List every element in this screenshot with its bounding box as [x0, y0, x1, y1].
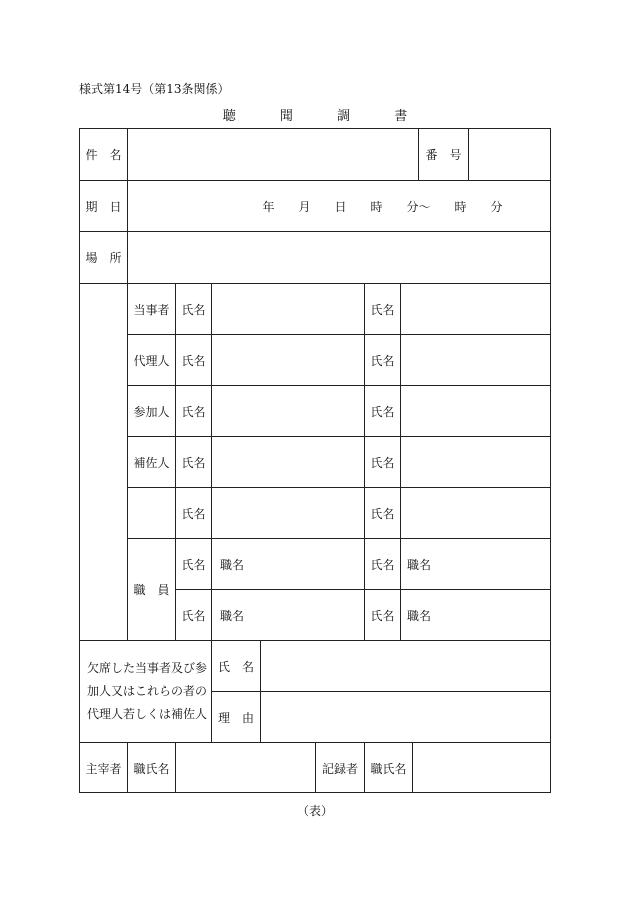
name-label-cell — [175, 538, 211, 589]
absentee-reason-label: 理 由 — [217, 710, 254, 725]
absentee-reason-field[interactable] — [260, 691, 551, 742]
post-name-label: 職氏名 — [133, 761, 170, 776]
recorder-label-cell — [315, 742, 364, 793]
date-label: 期 日 — [85, 199, 122, 214]
extra-name-field-1[interactable] — [211, 487, 364, 538]
absentee-text-line: 代理人若しくは補佐人 — [87, 707, 208, 721]
name-label: 氏名 — [370, 608, 395, 623]
attendees-blank-column — [79, 283, 127, 640]
place-label: 場 所 — [85, 251, 122, 265]
agent-label-cell — [127, 334, 175, 385]
post-label: 職名 — [220, 557, 245, 572]
name-label-cell — [175, 487, 211, 538]
participant-name-field-2[interactable] — [400, 385, 551, 436]
name-label: 氏名 — [181, 608, 206, 623]
name-label-cell — [364, 334, 400, 385]
absentee-text-line: 加人又はこれらの者の — [87, 684, 208, 698]
name-label-cell — [364, 589, 400, 640]
name-label-cell — [175, 385, 211, 436]
name-label-cell — [175, 334, 211, 385]
number-value-field[interactable] — [468, 128, 551, 180]
absentee-reason-label-cell — [211, 691, 260, 742]
staff-post-field-1[interactable] — [211, 538, 364, 589]
party-name-field-1[interactable] — [211, 283, 364, 334]
place-label-cell — [79, 231, 127, 283]
name-label: 氏名 — [370, 557, 395, 572]
recorder-post-name-field[interactable] — [412, 742, 551, 793]
recorder-label: 記録者 — [321, 761, 358, 776]
name-label-cell — [364, 436, 400, 487]
agent-name-field-1[interactable] — [211, 334, 364, 385]
name-label: 氏名 — [181, 506, 206, 521]
chair-post-name-label-cell — [127, 742, 175, 793]
assistant-label: 補佐人 — [133, 455, 170, 470]
agent-label: 代理人 — [133, 353, 170, 368]
date-label-cell — [79, 180, 127, 231]
name-label: 氏名 — [181, 557, 206, 572]
name-label: 氏名 — [370, 506, 395, 521]
date-value-field[interactable] — [127, 180, 551, 231]
name-label-cell — [364, 385, 400, 436]
absentee-name-label: 氏 名 — [217, 659, 254, 674]
name-label: 氏名 — [181, 302, 206, 317]
page-side-note: （表） — [296, 804, 333, 818]
number-label: 番 号 — [425, 148, 462, 162]
party-label-cell — [127, 283, 175, 334]
name-label: 氏名 — [370, 353, 395, 368]
assistant-name-field-1[interactable] — [211, 436, 364, 487]
chair-post-name-field[interactable] — [175, 742, 315, 793]
assistant-label-cell — [127, 436, 175, 487]
title-char: 調 — [337, 109, 351, 124]
date-template-text: 年 月 日 時 分〜 時 分 — [262, 199, 503, 214]
name-label: 氏名 — [181, 404, 206, 419]
participant-name-field-1[interactable] — [211, 385, 364, 436]
staff-post-field-4[interactable] — [400, 589, 551, 640]
name-label-cell — [364, 283, 400, 334]
assistant-name-field-2[interactable] — [400, 436, 551, 487]
title-char: 書 — [394, 109, 408, 124]
case-label-cell — [79, 128, 127, 180]
party-name-field-2[interactable] — [400, 283, 551, 334]
absentee-description-cell — [79, 640, 211, 742]
participant-label: 参加人 — [133, 404, 170, 419]
name-label-cell — [364, 487, 400, 538]
participant-label-cell — [127, 385, 175, 436]
name-label: 氏名 — [181, 353, 206, 368]
staff-post-field-2[interactable] — [400, 538, 551, 589]
name-label-cell — [364, 538, 400, 589]
recorder-post-name-label-cell — [364, 742, 412, 793]
absentee-text-line: 欠席した当事者及び参 — [87, 661, 208, 675]
title-char: 聞 — [279, 109, 293, 124]
extra-name-field-2[interactable] — [400, 487, 551, 538]
staff-post-field-3[interactable] — [211, 589, 364, 640]
agent-name-field-2[interactable] — [400, 334, 551, 385]
absentee-name-field[interactable] — [260, 640, 551, 691]
name-label-cell — [175, 283, 211, 334]
absentee-name-label-cell — [211, 640, 260, 691]
post-label: 職名 — [407, 608, 432, 623]
name-label-cell — [175, 589, 211, 640]
number-label-cell — [418, 128, 468, 180]
document-title — [0, 105, 630, 124]
party-label: 当事者 — [133, 302, 170, 317]
post-label: 職名 — [407, 557, 432, 572]
case-value-field[interactable] — [127, 128, 418, 180]
case-label: 件 名 — [85, 148, 122, 162]
name-label: 氏名 — [370, 404, 395, 419]
form-number: 様式第14号（第13条関係） — [79, 82, 230, 96]
title-char: 聴 — [222, 109, 236, 124]
chair-label: 主宰者 — [85, 761, 122, 776]
chair-label-cell — [79, 742, 127, 793]
name-label-cell — [175, 436, 211, 487]
name-label: 氏名 — [370, 455, 395, 470]
place-value-field[interactable] — [127, 231, 551, 283]
staff-label: 職 員 — [133, 583, 170, 597]
staff-label-cell — [127, 538, 175, 640]
post-name-label: 職氏名 — [370, 761, 407, 776]
name-label: 氏名 — [181, 455, 206, 470]
post-label: 職名 — [220, 608, 245, 623]
name-label: 氏名 — [370, 302, 395, 317]
blank-category-cell[interactable] — [127, 487, 175, 538]
